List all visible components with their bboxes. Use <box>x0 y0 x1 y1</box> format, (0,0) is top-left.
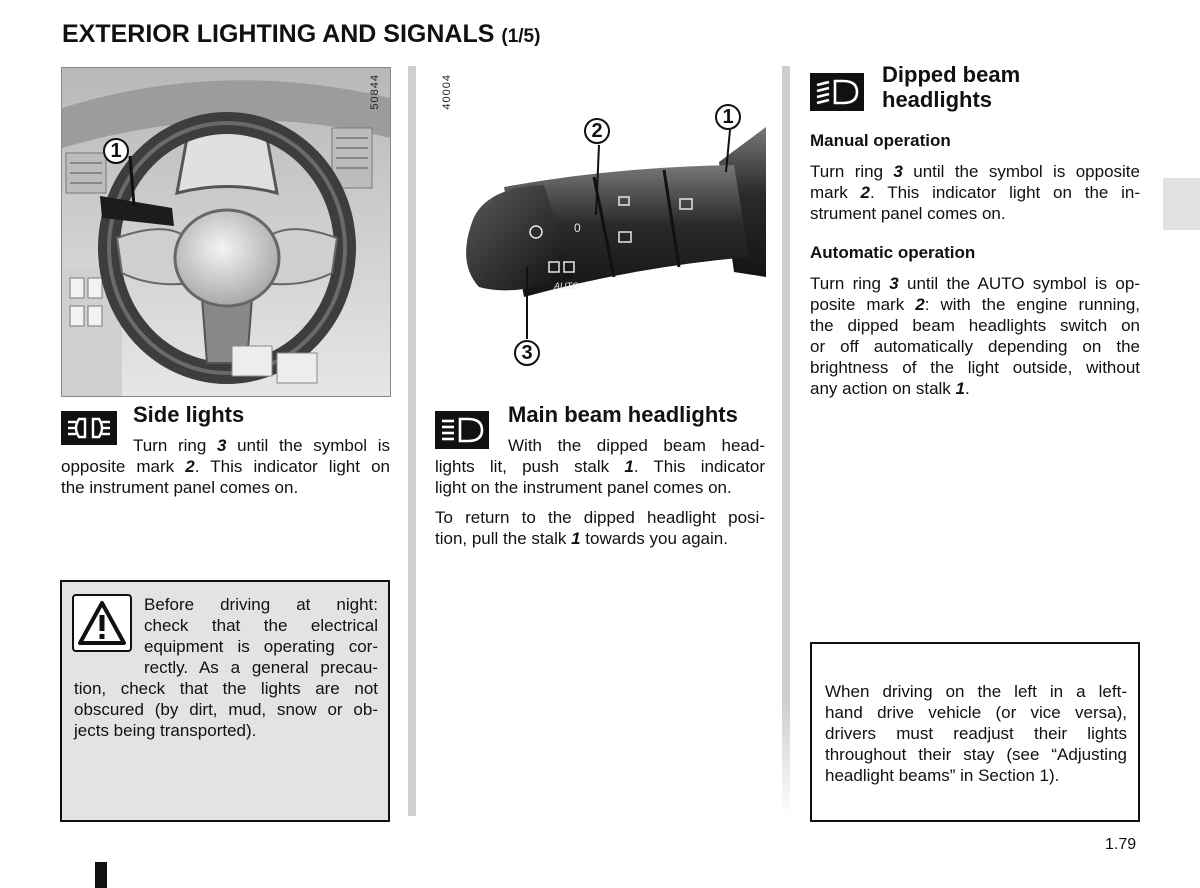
manual-operation-heading: Manual operation <box>810 131 951 150</box>
main-beam-line-5: tion, pull the stalk 1 towards you again. <box>435 529 728 548</box>
side-lights-line-1: Turn ring 3 until the symbol is <box>133 436 390 455</box>
steering-wheel-figure <box>61 67 391 397</box>
note-line-5: headlight beams” in Section 1). <box>825 766 1060 785</box>
stalk-auto-label: AUTO <box>554 281 579 291</box>
dipped-beam-heading <box>882 62 1020 112</box>
dipped-beam-icon <box>810 73 864 111</box>
warning-box <box>60 580 390 822</box>
callout-1-mid: 1 <box>715 104 741 130</box>
figure-reference-code: 50844 <box>369 74 381 110</box>
title-text: EXTERIOR LIGHTING AND SIGNALS <box>62 20 495 48</box>
note-line-4: throughout their stay (see “Adjusting <box>825 745 1127 764</box>
note-line-1: When driving on the left in a left- <box>825 682 1127 701</box>
callout-1-left: 1 <box>103 138 129 164</box>
main-beam-heading: Main beam headlights <box>508 402 738 427</box>
warning-line-2: check that the electrical <box>144 616 378 635</box>
auto-line-1: Turn ring 3 until the AUTO symbol is op- <box>810 274 1140 293</box>
auto-line-2: posite mark 2: with the engine running, <box>810 295 1140 314</box>
figure-reference-code: 40004 <box>441 74 453 110</box>
side-lights-heading: Side lights <box>133 402 245 427</box>
steering-wheel-illustration <box>62 68 390 396</box>
automatic-operation-text <box>810 273 1140 399</box>
dipped-beam-heading-line-2: headlights <box>882 87 993 112</box>
note-box <box>810 642 1140 822</box>
automatic-operation-heading: Automatic operation <box>810 243 976 262</box>
warning-line-3: equipment is operating cor- <box>144 637 378 656</box>
corner-marker <box>95 862 107 888</box>
page-title <box>62 20 540 49</box>
dipped-beam-heading-line-1: Dipped beam <box>882 62 1021 87</box>
warning-text <box>74 594 378 741</box>
column-divider-right <box>782 66 790 816</box>
callout-2: 2 <box>584 118 610 144</box>
main-beam-line-1: With the dipped beam head- <box>508 436 765 455</box>
auto-line-4: or off automatically depending on the <box>810 337 1140 356</box>
side-lights-line-3: the instrument panel comes on. <box>61 478 299 497</box>
warning-line-7: jects being transported). <box>74 721 257 740</box>
note-line-3: drivers must readjust their lights <box>825 724 1127 743</box>
auto-line-6: any action on stalk 1. <box>810 379 970 398</box>
main-beam-text <box>435 435 765 549</box>
warning-line-5: tion, check that the lights are not <box>74 679 378 698</box>
side-lights-line-2: opposite mark 2. This indicator light on <box>61 457 390 476</box>
stalk-zero-label: 0 <box>574 221 581 235</box>
warning-line-4: rectly. As a general precau- <box>144 658 378 677</box>
note-line-2: hand drive vehicle (or vice versa), <box>825 703 1127 722</box>
manual-line-2: mark 2. This indicator light on the in- <box>810 183 1141 202</box>
auto-line-5: brightness of the light outside, without <box>810 358 1140 377</box>
main-beam-line-4: To return to the dipped headlight posi- <box>435 508 765 527</box>
side-lights-text <box>61 435 390 498</box>
section-tab <box>1163 178 1200 230</box>
warning-line-6: obscured (by dirt, mud, snow or ob- <box>74 700 378 719</box>
main-beam-line-3: light on the instrument panel comes on. <box>435 478 732 497</box>
column-divider-left <box>408 66 416 816</box>
manual-operation-text <box>810 161 1140 224</box>
warning-line-1: Before driving at night: <box>144 595 378 614</box>
page-number: 1.79 <box>1105 836 1137 853</box>
manual-line-3: strument panel comes on. <box>810 204 1006 223</box>
manual-line-1: Turn ring 3 until the symbol is opposite <box>810 162 1140 181</box>
note-text <box>825 681 1127 786</box>
main-beam-line-2: lights lit, push stalk 1. This indicator <box>435 457 765 476</box>
title-part-indicator: (1/5) <box>501 26 541 47</box>
auto-line-3: the dipped beam headlights switch on <box>810 316 1140 335</box>
callout-3: 3 <box>514 340 540 366</box>
